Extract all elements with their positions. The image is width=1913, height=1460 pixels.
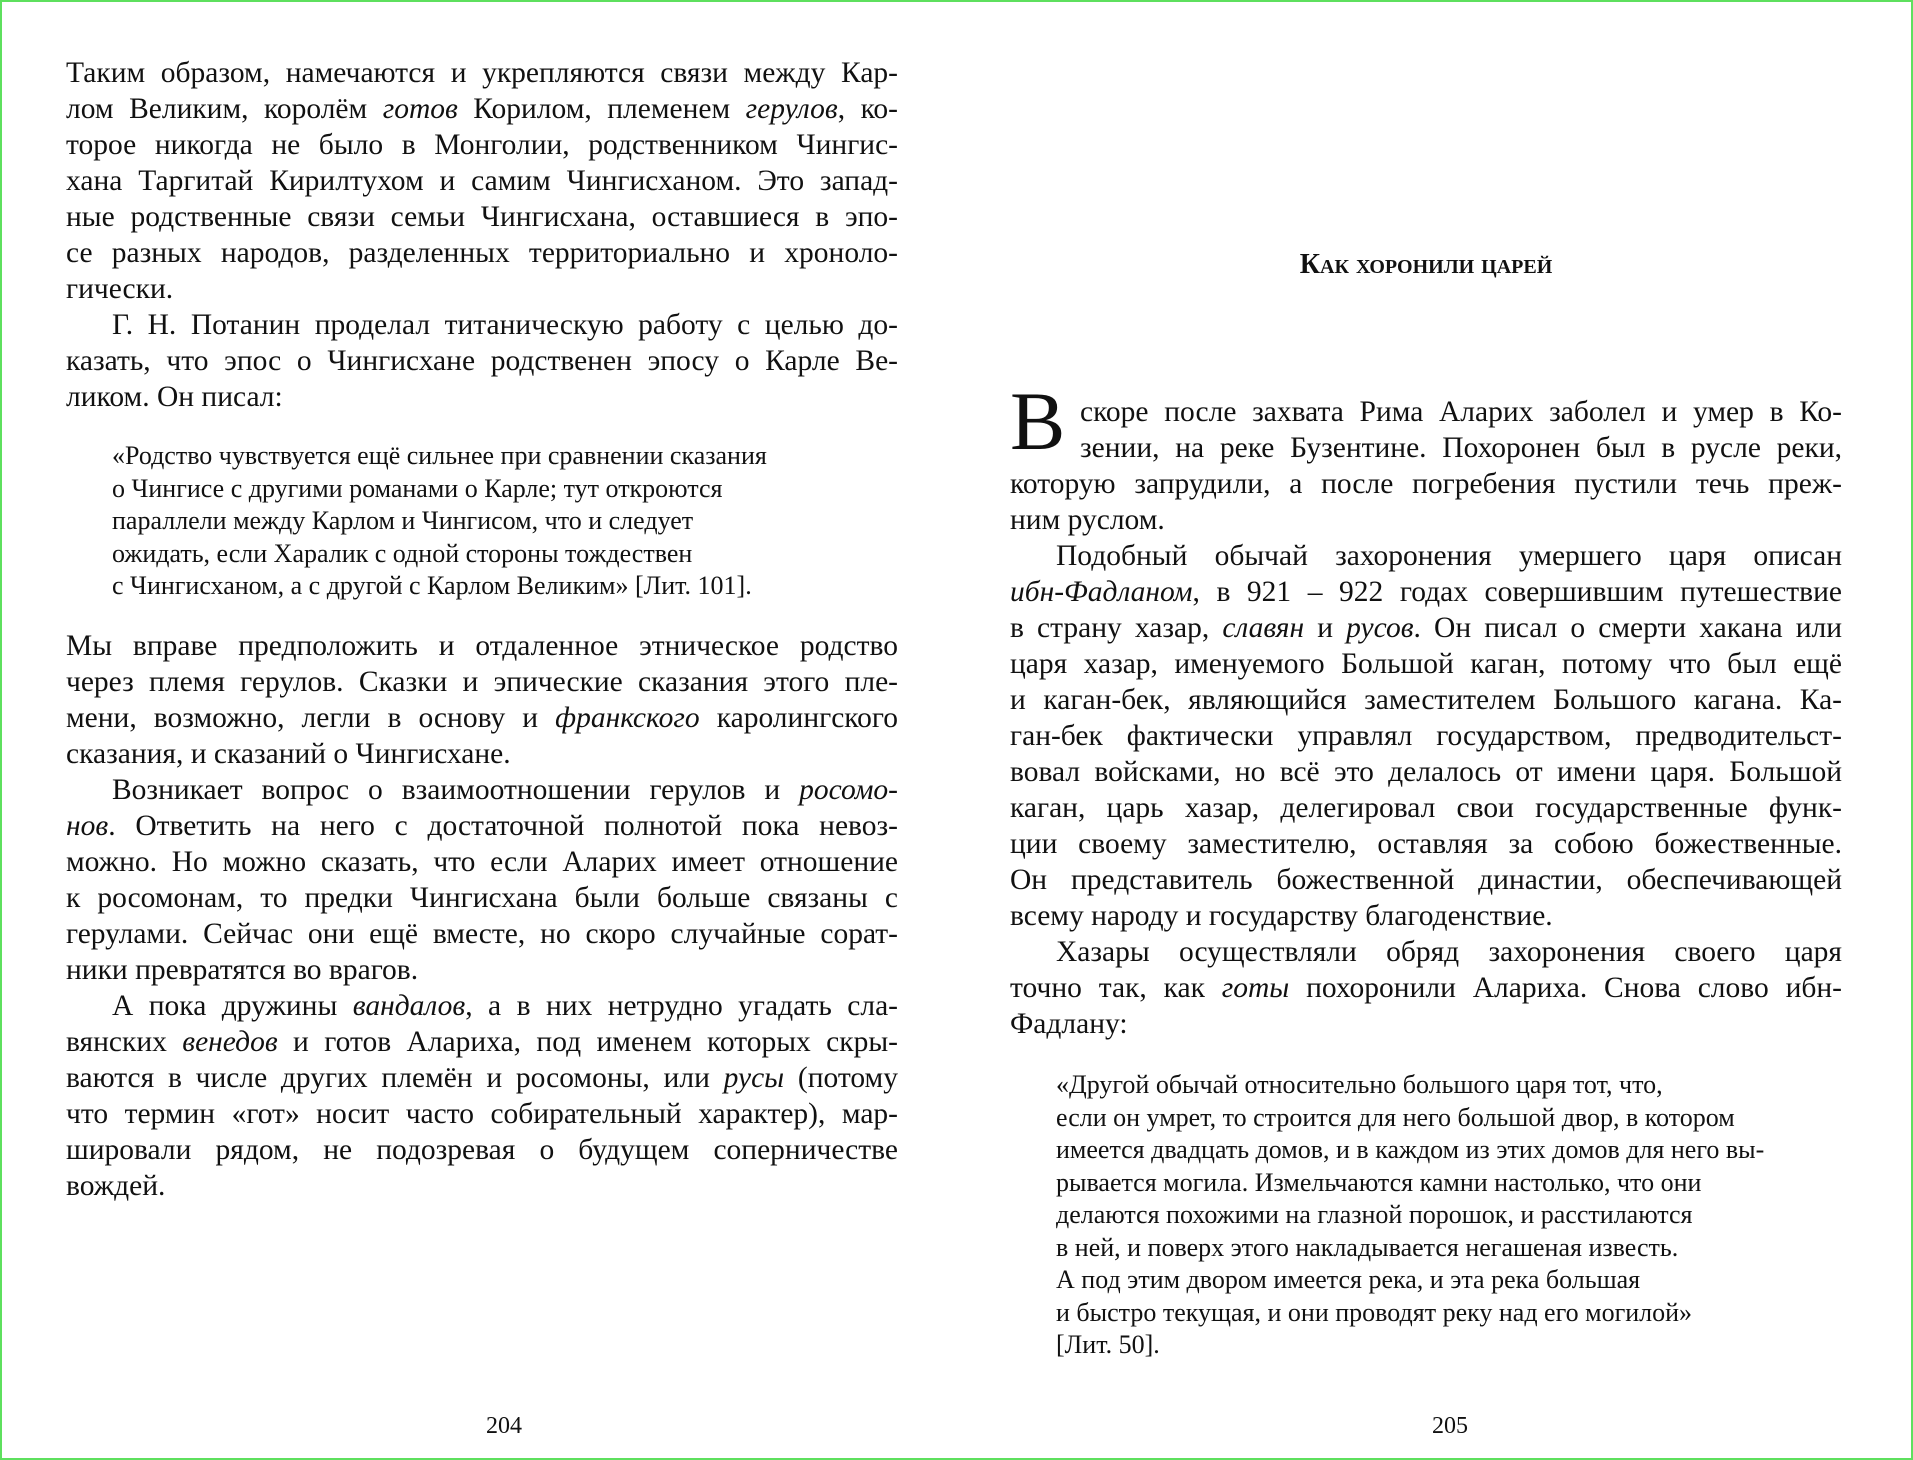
text-line [1010,502,1842,538]
text-line [66,988,898,1024]
text-segment: Возникает вопрос о взаимоотношении герулов и [112,773,800,806]
text-segment: лом Великим, королём [66,93,383,125]
text-line [66,880,898,916]
text-line [1010,826,1842,862]
drop-cap: В [1010,375,1066,467]
text-segment: всему народу и государству благоденствие. [1010,900,1553,932]
text-segment: ные родственные связи семьи Чингисхана, оставшиеся в эпо- [66,201,898,233]
text-segment: А пока дружины [112,989,353,1022]
text-segment: Таким образом, намечаются и укрепляются связи между Кар- [66,57,898,89]
paragraph [66,988,898,1204]
italic-term: готов [382,93,458,125]
text-segment: можно. Но можно сказать, что если Аларих имеет отношение [66,845,898,878]
italic-term: венедов [182,1025,278,1058]
text-line: А под этим двором имеется река, и эта река большая [1056,1265,1641,1294]
text-line [66,91,898,127]
text-segment: и готов Алариха, под именем которых скры- [277,1025,899,1058]
chapter-heading: Как хоронили царей [1299,249,1553,280]
text-line [1010,1006,1842,1042]
text-line [66,1024,898,1060]
text-segment: к росомонам, то предки Чингисхана были больше связаны с [66,881,898,914]
text-segment: ваются в числе других племён и росомоны, или [66,1061,724,1094]
text-line [1010,682,1842,718]
text-segment: через племя герулов. Сказки и эпические сказания этого пле- [66,665,898,698]
text-line [66,307,898,343]
text-segment: Он представитель божественной династии, обеспечивающей [1010,864,1842,896]
text-segment: ции своему заместителю, оставляя за собою божественные. [1010,828,1842,860]
paragraph [66,55,898,307]
page-number-left: 204 [486,1413,522,1439]
text-segment: герулами. Сейчас они ещё вместе, но скоро случайные сорат- [66,917,898,950]
text-line: [Лит. 50]. [1056,1330,1160,1359]
block-quote [1010,1069,1842,1362]
text-segment: , ко- [837,93,898,125]
paragraph [1010,375,1842,538]
text-line [66,163,898,199]
text-line: рывается могила. Измельчаются камни настолько, что они [1056,1167,1702,1197]
text-line: параллели между Карлом и Чингисом, что и следует [112,506,694,535]
text-line [1010,934,1842,970]
text-line [1010,394,1842,430]
text-segment: ники превратятся во врагов. [66,953,419,986]
text-line [66,916,898,952]
text-line [66,772,898,808]
text-line [66,1168,898,1204]
text-line [66,1132,898,1168]
italic-term: вандалов [352,989,466,1022]
text-segment: шировали рядом, не подозревая о будущем соперничестве [66,1133,898,1166]
text-segment: , а в них нетрудно угадать сла- [465,989,898,1022]
text-line: если он умрет, то строится для него большой двор, в котором [1056,1102,1735,1132]
text-line [1010,898,1842,934]
text-segment: царя хазар, именуемого Большой каган, потому что был ещё [1010,648,1842,680]
text-segment: и [1304,612,1347,644]
text-segment: ган-бек фактически управлял государством, предводительст- [1010,720,1842,752]
text-segment: которую запрудили, а после погребения пустили течь преж- [1010,468,1842,500]
left-page-text [66,55,898,1204]
text-line [1010,610,1842,646]
text-segment: мени, возможно, легли в основу и [66,701,556,734]
text-line [66,628,898,664]
text-segment: Г. Н. Потанин проделал титаническую работу с целью до- [112,309,898,341]
text-segment: скоре после захвата Рима Аларих заболел и умер в Ко- [1080,396,1842,428]
italic-term: ибн-Фадланом [1010,576,1193,608]
italic-term: нов [66,809,109,842]
text-segment: , в 921 – 922 годах совершившим путешествие [1192,576,1842,608]
text-segment: что термин «гот» носит часто собирательный характер), мар- [66,1097,898,1130]
text-line [1010,718,1842,754]
text-line [1010,538,1842,574]
text-line [66,808,898,844]
text-line [1010,466,1842,502]
paragraph [66,772,898,988]
text-line [66,127,898,163]
text-line [66,271,898,307]
text-segment: ликом. Он писал: [66,381,283,413]
italic-term: готы [1221,972,1290,1004]
text-segment: гически. [66,273,174,305]
text-segment: торое никогда не было в Монголии, родственником Чингис- [66,129,898,161]
text-segment: вовал войсками, но всё это делалось от имени царя. Большой [1010,756,1842,788]
text-line [66,952,898,988]
text-segment: похоронили Алариха. Снова слово ибн- [1289,972,1842,1004]
text-line [1010,754,1842,790]
page-number-right: 205 [1432,1413,1468,1439]
paragraph [1010,934,1842,1042]
text-line [66,700,898,736]
text-line: в ней, и поверх этого накладывается негашеная известь. [1056,1232,1679,1262]
italic-term: росомо- [799,773,898,806]
text-segment: Мы вправе предположить и отдаленное этническое родство [66,629,898,662]
italic-term: русы [723,1061,785,1094]
text-line [66,379,898,415]
text-segment: каролингского [699,701,898,734]
text-line: о Чингисе с другими романами о Карле; тут откроются [112,473,723,503]
text-segment: . Ответить на него с достаточной полнотой пока невоз- [108,809,898,842]
text-segment: каган, царь хазар, делегировал свои государственные функ- [1010,792,1842,824]
text-line [1010,574,1842,610]
text-line: и быстро текущая, и они проводят реку над его могилой» [1056,1297,1693,1327]
text-line: делаются похожими на глазной порошок, и расстилаются [1056,1200,1693,1229]
text-segment: Корилом, племенем [457,93,746,125]
text-segment: точно так, как [1010,972,1222,1004]
text-segment: ним руслом. [1010,504,1165,536]
text-line [66,343,898,379]
text-segment: сказания, и сказаний о Чингисхане. [66,737,511,770]
text-line [66,736,898,772]
italic-term: русов [1346,612,1414,644]
text-segment: Хазары осуществляли обряд захоронения своего царя [1056,936,1842,968]
text-line [66,55,898,91]
text-segment: хана Таргитай Кирилтухом и самим Чингисханом. Это запад- [66,165,898,197]
text-segment: и каган-бек, являющийся заместителем Большого кагана. Ка- [1010,684,1842,716]
text-segment: (потому [784,1061,898,1094]
text-line [66,664,898,700]
text-line [66,199,898,235]
text-line: имеется двадцать домов, и в каждом из этих домов для него вы- [1056,1135,1765,1164]
text-line [66,1096,898,1132]
text-line [66,235,898,271]
text-segment: казать, что эпос о Чингисхане родственен эпосу о Карле Ве- [66,345,898,377]
text-line [66,1060,898,1096]
text-segment: се разных народов, разделенных территориально и хроноло- [66,237,898,269]
text-line [1010,862,1842,898]
text-segment: . Он писал о смерти хакана или [1413,612,1843,644]
text-line [1010,430,1842,466]
block-quote [66,440,898,603]
text-segment: Подобный обычай захоронения умершего царя описан [1056,540,1842,572]
text-segment: зении, на реке Бузентине. Похоронен был в русле реки, [1080,432,1842,464]
text-line [1010,970,1842,1006]
paragraph [66,628,898,772]
right-page-text [1010,375,1843,1387]
text-line [1010,790,1842,826]
text-segment: Фадлану: [1010,1008,1128,1040]
text-line: с Чингисханом, а с другой с Карлом Великим» [Лит. 101]. [112,571,752,600]
text-line: «Другой обычай относительно большого царя тот, что, [1056,1070,1663,1099]
italic-term: герулов [745,93,838,125]
text-line: «Родство чувствуется ещё сильнее при сравнении сказания [112,441,767,470]
text-line [66,844,898,880]
paragraph [1010,538,1842,934]
italic-term: франкского [555,701,700,734]
text-segment: вянских [66,1025,183,1058]
text-segment: в страну хазар, [1010,612,1223,644]
text-segment: вождей. [66,1169,166,1202]
paragraph [66,307,898,415]
text-line: ожидать, если Харалик с одной стороны тождествен [112,538,693,568]
text-line [1010,646,1842,682]
italic-term: славян [1222,612,1305,644]
